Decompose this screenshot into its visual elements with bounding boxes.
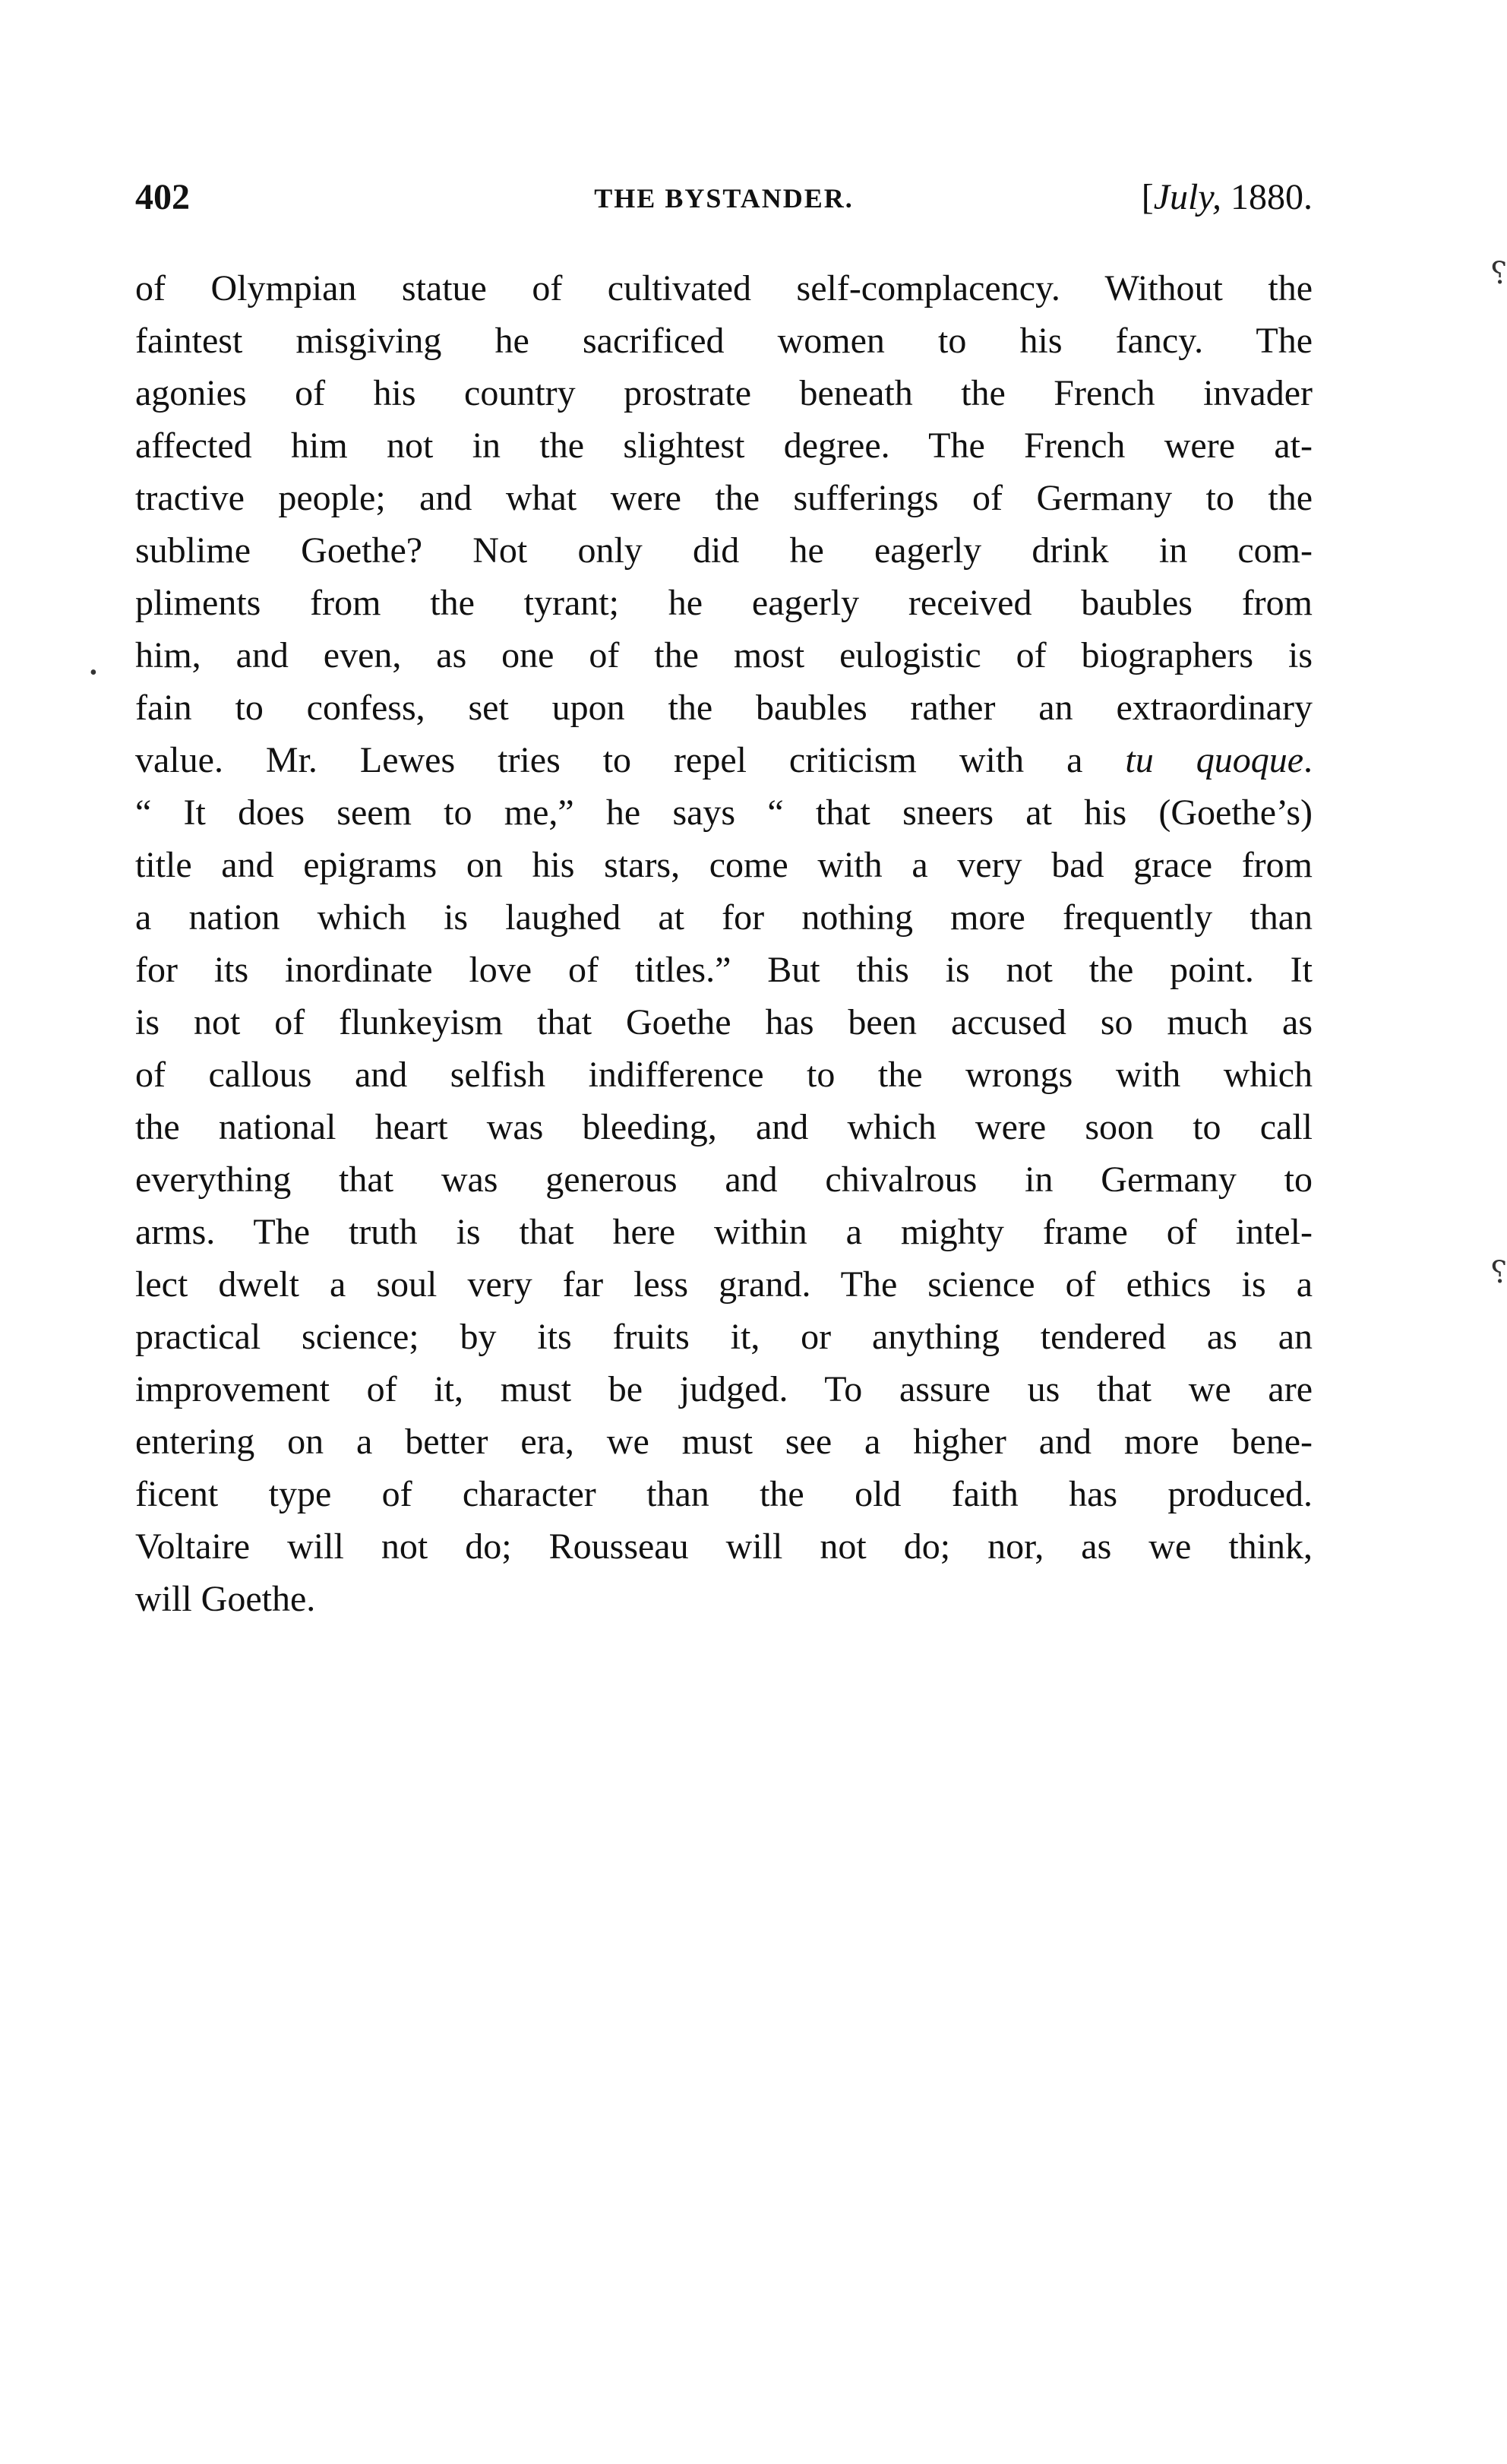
text-line: of callous and selfish indifference to the wrongs with which xyxy=(135,1055,1313,1095)
text-line: a nation which is laughed at for nothing more frequently than xyxy=(135,897,1313,938)
text-line: pliments from the tyrant; he eagerly received baubles from xyxy=(135,583,1313,623)
text-line: arms. The truth is that here within a mighty frame of intel- xyxy=(135,1212,1313,1252)
text-line: is not of flunkeyism that Goethe has been accused so much as xyxy=(135,1002,1313,1042)
page-header xyxy=(135,176,1313,229)
text-line: agonies of his country prostrate beneath the French invader xyxy=(135,373,1313,413)
text-line: of Olympian statue of cultivated self-complacency. Without the xyxy=(135,268,1313,308)
margin-mark: ⸮ xyxy=(1490,1255,1507,1289)
text-line: practical science; by its fruits it, or anything tendered as an xyxy=(135,1317,1313,1357)
text-line: fain to confess, set upon the baubles rather an extraordinary xyxy=(135,688,1313,728)
text-line: affected him not in the slightest degree. The French were at- xyxy=(135,425,1313,466)
text-line: him, and even, as one of the most eulogistic of biographers is xyxy=(135,635,1313,675)
running-head: THE BYSTANDER. xyxy=(594,183,854,214)
page-number: 402 xyxy=(135,177,190,217)
text-line: “ It does seem to me,” he says “ that sneers at his (Goethe’s) xyxy=(135,792,1313,833)
text-line: faintest misgiving he sacrificed women to his fancy. The xyxy=(135,321,1313,361)
margin-mark: • xyxy=(90,661,97,685)
margin-mark: ⸮ xyxy=(1490,256,1507,290)
text-line: for its inordinate love of titles.” But this is not the point. It xyxy=(135,950,1313,990)
text-line: everything that was generous and chivalrous in Germany to xyxy=(135,1159,1313,1200)
text-line: sublime Goethe? Not only did he eagerly drink in com- xyxy=(135,530,1313,571)
text-line: the national heart was bleeding, and which were soon to call xyxy=(135,1107,1313,1147)
text-line: improvement of it, must be judged. To assure us that we are xyxy=(135,1369,1313,1409)
text-line: will Goethe. xyxy=(135,1579,316,1619)
issue-date-month: July, xyxy=(1153,177,1221,217)
text-line: value. Mr. Lewes tries to repel criticism with a tu quoque. xyxy=(135,740,1313,780)
text-line: tractive people; and what were the sufferings of Germany to the xyxy=(135,478,1313,518)
body-text xyxy=(135,262,1313,1625)
issue-date-bracket: [ xyxy=(1141,177,1154,217)
text-line: lect dwelt a soul very far less grand. The science of ethics is a xyxy=(135,1264,1313,1305)
text-line: ficent type of character than the old faith has produced. xyxy=(135,1474,1313,1514)
issue-date-year: 1880. xyxy=(1221,177,1313,217)
text-line: entering on a better era, we must see a higher and more bene- xyxy=(135,1422,1313,1462)
text-line: Voltaire will not do; Rousseau will not do; nor, as we think, xyxy=(135,1526,1313,1567)
issue-date xyxy=(1142,176,1313,218)
text-line: title and epigrams on his stars, come with a very bad grace from xyxy=(135,845,1313,885)
